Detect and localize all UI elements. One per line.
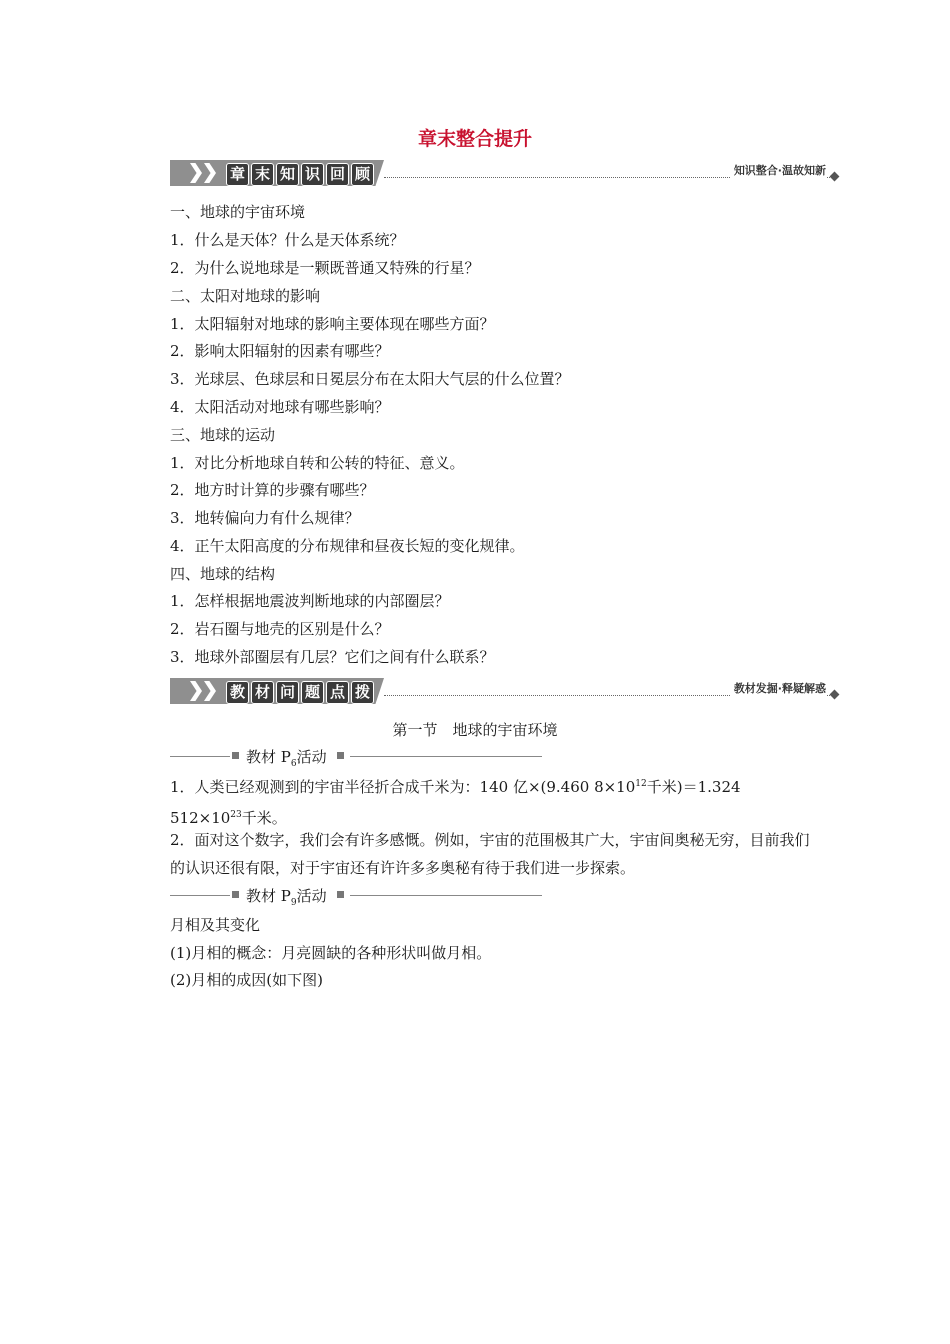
activity-page: 6 [290, 759, 297, 769]
moon-item: (2)月相的成因(如下图) [170, 971, 323, 989]
moon-item: (1)月相的概念：月亮圆缺的各种形状叫做月相。 [170, 944, 492, 962]
section-banner-review [170, 160, 840, 188]
square-bullet-icon [232, 891, 239, 898]
banner-char: 材 [251, 681, 274, 704]
square-bullet-icon [337, 891, 344, 898]
banner-char: 点 [326, 681, 349, 704]
review-question: 2．岩石圈与地壳的区别是什么？ [170, 620, 390, 638]
banner-char: 题 [301, 681, 324, 704]
banner-tagline: 知识整合·温故知新 [730, 162, 826, 178]
header-rule [350, 756, 542, 757]
review-question: 2．地方时计算的步骤有哪些？ [170, 481, 375, 499]
answer-text: 2．面对这个数字，我们会有许多感慨。例如，宇宙的范围极其广大，宇宙间奥秘无穷，目前我们的认识还很有限，对于宇宙还有许许多多奥秘有待于我们进一步探索。 [170, 831, 810, 877]
activity-header [170, 746, 542, 769]
review-question: 1．什么是天体？什么是天体系统？ [170, 231, 405, 249]
banner-char: 知 [276, 163, 299, 186]
review-question: 4．太阳活动对地球有哪些影响？ [170, 398, 390, 416]
review-question: 3．地转偏向力有什么规律？ [170, 509, 360, 527]
banner-char: 顾 [351, 163, 374, 186]
banner-char: 识 [301, 163, 324, 186]
moon-heading: 月相及其变化 [170, 916, 261, 934]
square-bullet-icon [232, 752, 239, 759]
banner-char: 回 [326, 163, 349, 186]
section-banner-textbook [170, 678, 840, 706]
activity-label [246, 885, 327, 908]
header-rule [350, 895, 542, 896]
header-rule [170, 756, 230, 757]
page-title: 章末整合提升 [417, 128, 532, 150]
review-heading: 三、地球的运动 [170, 426, 276, 444]
activity-prefix: 教材 P [246, 748, 291, 766]
banner-heading [226, 681, 374, 704]
exponent: 12 [635, 779, 647, 789]
square-bullet-icon [337, 752, 344, 759]
banner-char: 教 [226, 681, 249, 704]
exponent: 23 [230, 810, 242, 820]
activity-page: 9 [290, 898, 297, 908]
banner-char: 末 [251, 163, 274, 186]
answer-paragraph-2 [137, 826, 817, 882]
review-heading: 四、地球的结构 [170, 565, 276, 583]
answer-text: 千米)＝1.324 512×10 [170, 778, 741, 827]
answer-paragraph-1 [137, 770, 817, 832]
answer-text: 1．人类已经观测到的宇宙半径折合成千米为：140 亿×(9.460 8×10 [170, 778, 636, 796]
review-question: 2．为什么说地球是一颗既普通又特殊的行星？ [170, 259, 480, 277]
banner-char: 章 [226, 163, 249, 186]
review-question: 1．太阳辐射对地球的影响主要体现在哪些方面？ [170, 315, 495, 333]
activity-suffix: 活动 [296, 887, 327, 905]
activity-suffix: 活动 [296, 748, 327, 766]
review-heading: 一、地球的宇宙环境 [170, 203, 306, 221]
header-rule [170, 895, 230, 896]
review-heading: 二、太阳对地球的影响 [170, 287, 321, 305]
review-question: 4．正午太阳高度的分布规律和昼夜长短的变化规律。 [170, 537, 525, 555]
section-title: 第一节 地球的宇宙环境 [392, 721, 558, 739]
diamond-icon [830, 690, 840, 700]
banner-tagline: 教材发掘·释疑解惑 [730, 680, 826, 696]
activity-prefix: 教材 P [246, 887, 291, 905]
review-question: 3．地球外部圈层有几层？它们之间有什么联系？ [170, 648, 495, 666]
review-question: 3．光球层、色球层和日冕层分布在太阳大气层的什么位置？ [170, 370, 570, 388]
activity-header [170, 885, 542, 908]
banner-heading [226, 163, 374, 186]
review-question: 1．怎样根据地震波判断地球的内部圈层？ [170, 592, 450, 610]
review-question: 2．影响太阳辐射的因素有哪些？ [170, 342, 390, 360]
banner-char: 拨 [351, 681, 374, 704]
diamond-icon [830, 172, 840, 182]
answer-text: 千米。 [241, 809, 287, 827]
review-question: 1．对比分析地球自转和公转的特征、意义。 [170, 454, 465, 472]
banner-char: 问 [276, 681, 299, 704]
activity-label [246, 746, 327, 769]
